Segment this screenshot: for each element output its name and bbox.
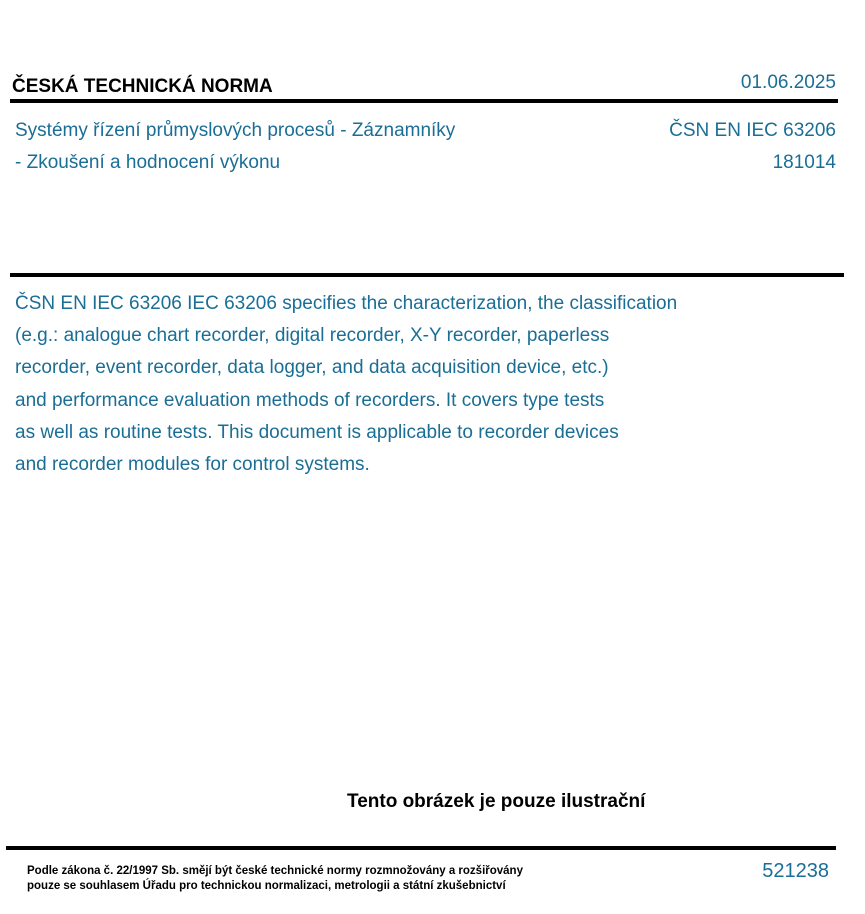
standard-designation: ČSN EN IEC 63206 [669,120,836,141]
standard-title-line1: Systémy řízení průmyslových procesů - Záznamníky [15,120,456,141]
legal-notice-line1: Podle zákona č. 22/1997 Sb. smějí být české technické normy rozmnožovány a rozšiřovány [27,865,523,877]
footer-divider [6,846,836,850]
legal-notice-line2: pouze se souhlasem Úřadu pro technickou normalizaci, metrologii a státní zkušebnictví [27,880,506,892]
standard-codes [669,115,836,179]
standard-title-line2: - Zkoušení a hodnocení výkonu [15,152,281,173]
illustration-note: Tento obrázek je pouze ilustrační [347,791,646,812]
header-divider [10,99,838,103]
section-divider [10,273,844,277]
standard-title [15,115,555,179]
abstract-text: ČSN EN IEC 63206 IEC 63206 specifies the characterization, the classification (e.g.: analogue chart recorder, digital recorder, X-Y recorder, paperless recorder, event recorder, data logger, and data acquisition device, etc.) and performance evaluation methods of recorders. It covers type tests as well as routine tests. This document is applicable to recorder devices and recorder modules for control systems. [15,293,678,476]
classification-code: 181014 [772,152,836,173]
document-number: 521238 [762,860,829,882]
publication-date: 01.06.2025 [740,72,836,93]
legal-notice [27,864,523,894]
norm-title: ČESKÁ TECHNICKÁ NORMA [12,76,273,97]
